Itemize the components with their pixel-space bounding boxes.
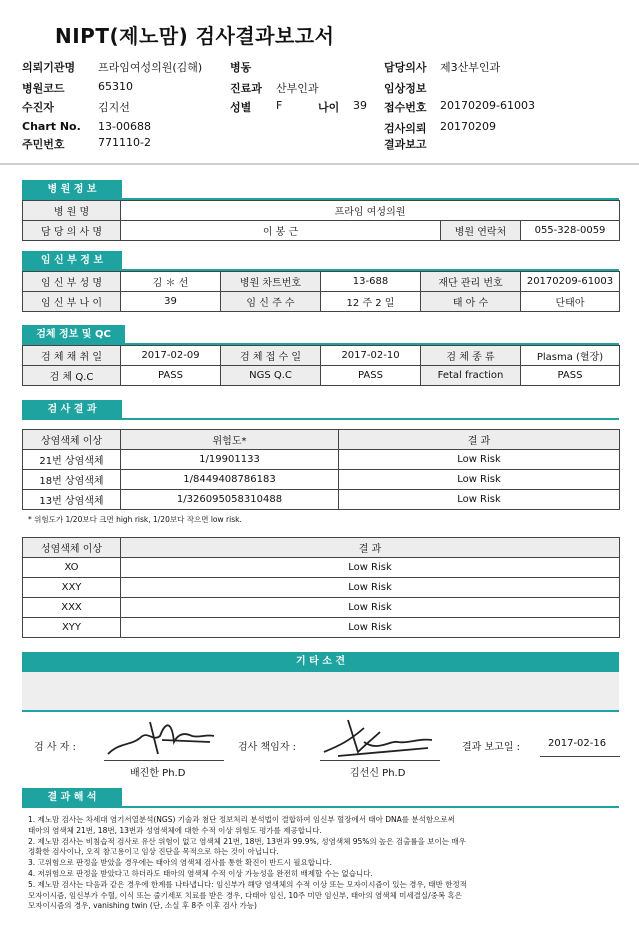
specimen-type-value: Plasma (혈장): [521, 346, 620, 366]
sex-value: F: [276, 99, 283, 112]
hospital-info-section-title: 병 원 정 보: [22, 180, 122, 199]
sex-chromosome-result: Low Risk: [121, 578, 620, 598]
sex-chromosome-column-header: 성염색체 이상: [23, 538, 121, 558]
table-row: [23, 490, 620, 510]
doctor-label: 담당의사: [384, 61, 427, 74]
manager-label: 검사 책임자 :: [238, 742, 297, 753]
sex-chromosome-name: XYY: [23, 618, 121, 638]
report-label: 결과보고: [384, 138, 427, 151]
fetus-count-value: 단태아: [521, 292, 620, 312]
autosome-risk: 1/19901133: [121, 450, 339, 470]
age-value: 39: [353, 99, 367, 112]
risk-column-header: 위험도*: [121, 430, 339, 450]
sex-chromosome-result: Low Risk: [121, 618, 620, 638]
sex-label: 성별: [230, 101, 252, 114]
specimen-qc-label: 검 체 Q.C: [23, 366, 121, 386]
tester-signature-line: [104, 760, 224, 761]
interpretation-item: 정확한 검사이나, 오직 참고용이고 임상 진단을 목적으로 하는 것이 아닙니다.: [28, 847, 279, 857]
autosome-result: Low Risk: [339, 490, 620, 510]
sex-chromosome-name: XO: [23, 558, 121, 578]
sex-chromosome-result: Low Risk: [121, 558, 620, 578]
interpretation-item: 모자이시즘, 임신부가 수혈, 이식 또는 줄기세포 치료를 받은 경우, 다태아 임신, 10주 미만 임신부, 태아의 염색체 미세결실/중복 혹은: [28, 890, 463, 900]
report-header: [0, 0, 639, 165]
interpretation-item: 2. 제노맘 검사는 비침습적 검사로 유산 위험이 없고 염색체 21번, 18번, 13번과 99.9%, 성염색체 95%의 높은 검출률을 보이는 매우: [28, 836, 466, 846]
autosome-column-header: 상염색체 이상: [23, 430, 121, 450]
remarks-body: [22, 672, 619, 712]
doctor-value: 제3산부인과: [440, 61, 501, 74]
hospital-info-table: [22, 200, 620, 241]
institution-label: 의뢰기관명: [22, 61, 76, 74]
ngs-qc-value: PASS: [321, 366, 421, 386]
interpretation-item: 5. 제노맘 검사는 다음과 같은 경우에 한계를 나타냅니다: 임신부가 해당 염색체의 수적 이상 또는 모자이시즘이 있는 경우, 태반 한정적: [28, 879, 467, 889]
autosome-result-column-header: 결 과: [339, 430, 620, 450]
patient-label: 수진자: [22, 101, 54, 114]
manager-signature-line: [320, 760, 440, 761]
autosome-result: Low Risk: [339, 450, 620, 470]
collection-date-value: 2017-02-09: [121, 346, 221, 366]
attending-doctor-label: 담 당 의 사 명: [23, 221, 121, 241]
patient-value: 김지선: [98, 101, 130, 114]
interpretation-item: 태아의 염색체 21번, 18번, 13번과 성염색체에 대한 수적 이상 위험도 평가를 제공합니다.: [28, 825, 322, 835]
sex-chromosome-result-column-header: 결 과: [121, 538, 620, 558]
interpretation-item: 1. 제노맘 검사는 차세대 염기서열분석(NGS) 기술과 첨단 정보처리 분석법이 결합하여 임신부 혈장에서 태아 DNA를 분석함으로써: [28, 815, 455, 824]
pregnant-name-value: 김 ＊ 선: [121, 272, 221, 292]
pregnant-info-table: [22, 271, 620, 312]
specimen-info-table: [22, 345, 620, 386]
risk-footnote: * 위험도가 1/20보다 크면 high risk, 1/20보다 작으면 low risk.: [28, 515, 242, 524]
report-date-label: 결과 보고일 :: [462, 742, 521, 753]
manager-signature-icon: [318, 712, 438, 762]
manager-name: 김선신 Ph.D: [350, 768, 406, 779]
remarks-section-title: 기 타 소 견: [22, 652, 619, 672]
pregnant-info-section-title: 임 신 부 정 보: [22, 251, 122, 270]
chart-label: Chart No.: [22, 120, 81, 133]
clinical-label: 임상정보: [384, 82, 427, 95]
pregnant-age-label: 임 신 부 나 이: [23, 292, 121, 312]
sex-chromosome-table: [22, 537, 620, 638]
autosome-result: Low Risk: [339, 470, 620, 490]
institution-value: 프라임여성의원(김해): [98, 61, 203, 74]
fetal-fraction-label: Fetal fraction: [421, 366, 521, 386]
hospital-code-label: 병원코드: [22, 82, 65, 95]
ward-label: 병동: [230, 61, 252, 74]
results-section-title: 검 사 결 과: [22, 400, 122, 419]
pregnant-chart-value: 13-688: [321, 272, 421, 292]
pregnant-name-label: 임 신 부 성 명: [23, 272, 121, 292]
autosome-name: 18번 상염색체: [23, 470, 121, 490]
specimen-qc-value: PASS: [121, 366, 221, 386]
table-row: [23, 558, 620, 578]
table-row: [23, 598, 620, 618]
specimen-info-section-title: 검체 정보 및 QC: [22, 325, 125, 344]
hospital-code-value: 65310: [98, 80, 133, 93]
gestation-weeks-value: 12 주 2 일: [321, 292, 421, 312]
receive-date-value: 2017-02-10: [321, 346, 421, 366]
sex-chromosome-result: Low Risk: [121, 598, 620, 618]
ngs-qc-label: NGS Q.C: [221, 366, 321, 386]
interpretation-item: 3. 고위험으로 판정을 받았을 경우에는 태아의 염색체 검사를 통한 확진이 반드시 필요합니다.: [28, 858, 332, 868]
report-date-line: [540, 756, 620, 757]
tester-signature-icon: [100, 712, 220, 762]
results-divider: [22, 418, 619, 420]
request-value: 20170209: [440, 120, 496, 133]
receipt-value: 20170209-61003: [440, 99, 535, 112]
hospital-contact-label: 병원 연락처: [441, 221, 521, 241]
foundation-number-value: 20170209-61003: [521, 272, 620, 292]
autosome-risk: 1/8449408786183: [121, 470, 339, 490]
table-row: [23, 470, 620, 490]
interpretation-item: 모자이시즘의 경우, vanishing twin (단, 소실 후 8주 이후 검사 가능): [28, 901, 257, 911]
sex-chromosome-name: XXY: [23, 578, 121, 598]
id-value: 771110-2: [98, 136, 151, 149]
hospital-contact-value: 055-328-0059: [521, 221, 620, 241]
table-row: [23, 450, 620, 470]
autosome-risk: 1/326095058310488: [121, 490, 339, 510]
interpretation-item: 4. 저위험으로 판정을 받았다고 하더라도 태아의 염색체 수적 이상 가능성을 완전히 배제할 수는 없습니다.: [28, 868, 373, 878]
interpretation-divider: [22, 806, 619, 808]
sex-chromosome-name: XXX: [23, 598, 121, 618]
age-label: 나이: [318, 101, 340, 114]
autosome-name: 21번 상염색체: [23, 450, 121, 470]
tester-name: 배진한 Ph.D: [130, 768, 186, 779]
specimen-type-label: 검 체 종 류: [421, 346, 521, 366]
interpretation-section-title: 결 과 해 석: [22, 788, 122, 807]
hospital-name-label: 병 원 명: [23, 201, 121, 221]
gestation-weeks-label: 임 신 주 수: [221, 292, 321, 312]
dept-value: 산부인과: [276, 82, 319, 95]
interpretation-list: [28, 815, 608, 912]
receive-date-label: 검 체 접 수 일: [221, 346, 321, 366]
request-label: 검사의뢰: [384, 122, 427, 135]
collection-date-label: 검 체 채 취 일: [23, 346, 121, 366]
id-label: 주민번호: [22, 138, 65, 151]
fetus-count-label: 태 아 수: [421, 292, 521, 312]
autosome-results-table: [22, 429, 620, 510]
fetal-fraction-value: PASS: [521, 366, 620, 386]
report-title: NIPT(제노맘) 검사결과보고서: [55, 24, 335, 48]
chart-value: 13-00688: [98, 120, 151, 133]
hospital-name-value: 프라임 여성의원: [121, 201, 620, 221]
receipt-label: 접수번호: [384, 101, 427, 114]
dept-label: 진료과: [230, 82, 262, 95]
table-row: [23, 578, 620, 598]
pregnant-chart-label: 병원 차트번호: [221, 272, 321, 292]
foundation-number-label: 재단 관리 번호: [421, 272, 521, 292]
autosome-name: 13번 상염색체: [23, 490, 121, 510]
report-date-value: 2017-02-16: [548, 738, 607, 749]
attending-doctor-value: 이 봉 근: [121, 221, 441, 241]
table-row: [23, 618, 620, 638]
tester-label: 검 사 자 :: [34, 742, 76, 753]
pregnant-age-value: 39: [121, 292, 221, 312]
